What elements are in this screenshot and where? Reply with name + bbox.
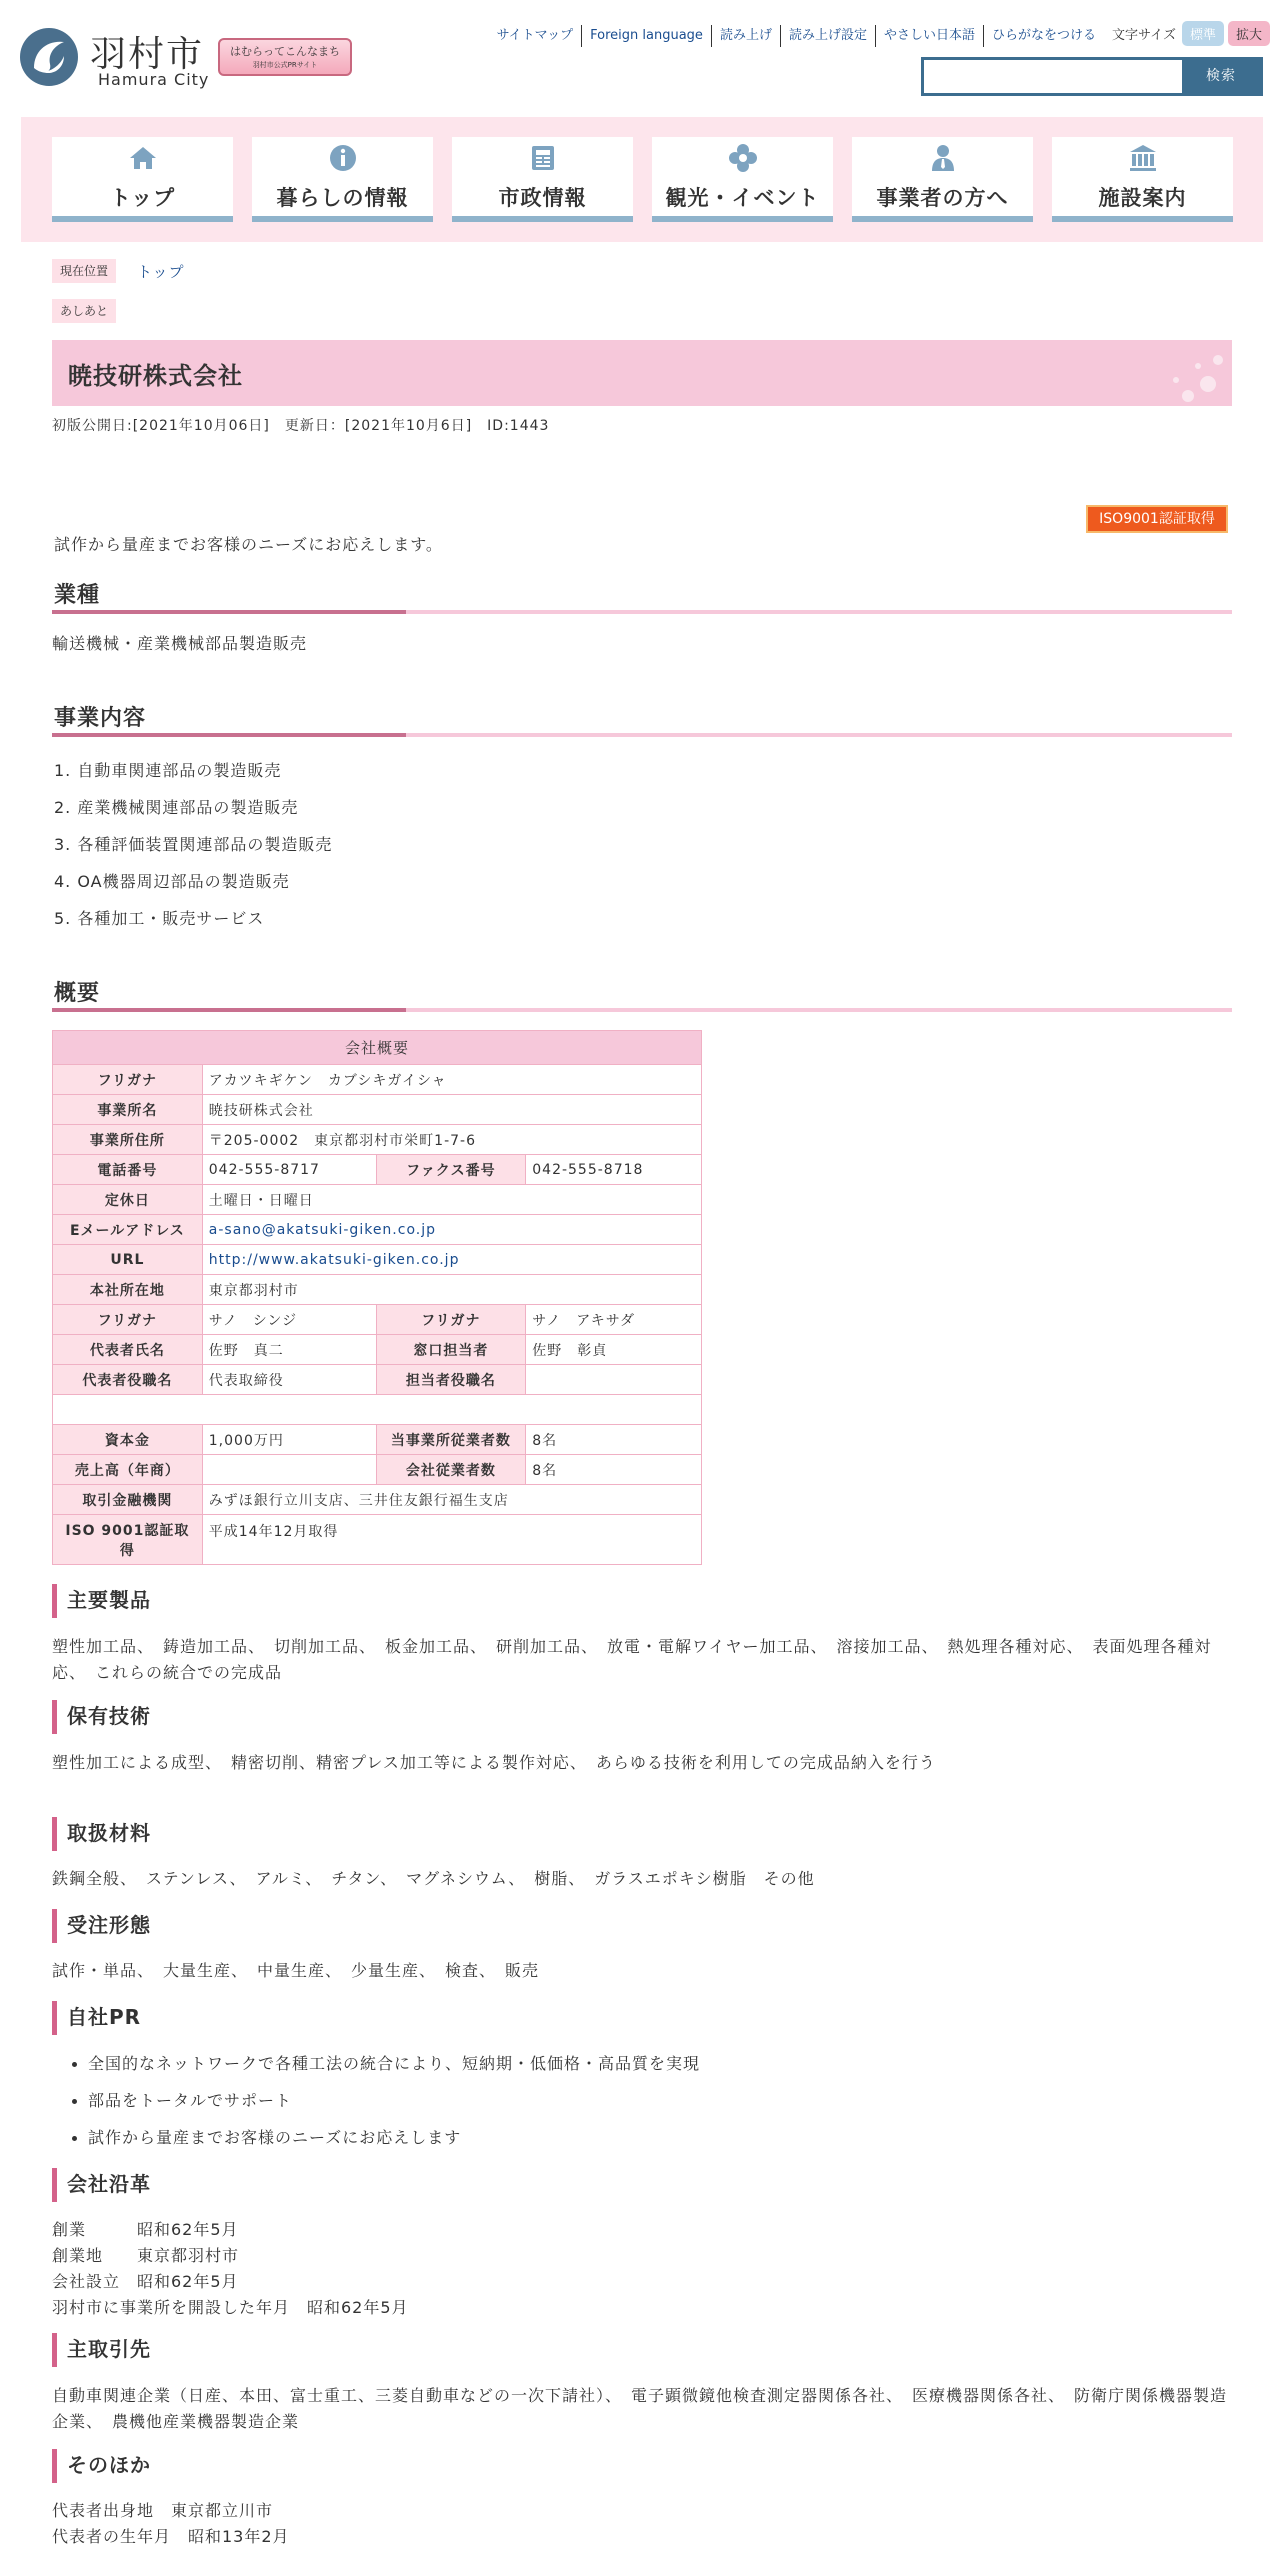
- heading-underline: [52, 1008, 1232, 1012]
- business-item: 各種評価装置関連部品の製造販売: [77, 835, 333, 854]
- sakura-decoration-icon: [1158, 340, 1228, 406]
- other-line: 代表者出身地 東京都立川市: [52, 2501, 274, 2520]
- font-size-large-button[interactable]: 拡大: [1228, 21, 1270, 46]
- pr-site-banner[interactable]: [218, 38, 352, 76]
- table-label: 本社所在地: [53, 1275, 203, 1305]
- table-row: [53, 1425, 702, 1455]
- table-value: 東京都羽村市: [202, 1275, 701, 1305]
- nav-business[interactable]: [852, 137, 1033, 222]
- nav-tourism-label: 観光・イベント: [665, 186, 820, 210]
- table-label: URL: [53, 1245, 203, 1275]
- products-text: 塑性加工品、 鋳造加工品、 切削加工品、 板金加工品、 研削加工品、 放電・電解ワイヤー加工品、 溶接加工品、 熱処理各種対応、 表面処理各種対応、 これらの統合での完成品: [52, 1637, 1212, 1682]
- table-label: 取引金融機関: [53, 1485, 203, 1515]
- table-row: [53, 1095, 702, 1125]
- list-item: 5. 各種加工・販売サービス: [54, 909, 265, 928]
- list-item: 1. 自動車関連部品の製造販売: [54, 761, 282, 780]
- nav-administration-label: 市政情報: [498, 186, 587, 210]
- sitemap-link[interactable]: サイトマップ: [489, 25, 583, 47]
- business-section-heading: [52, 701, 1232, 731]
- email-link[interactable]: a-sano@akatsuki-giken.co.jp: [208, 1221, 436, 1238]
- ashiato-label: あしあと: [52, 299, 116, 323]
- table-row: [53, 1215, 702, 1245]
- business-heading: 事業内容: [54, 706, 147, 731]
- list-item: 試作から量産までお客様のニーズにお応えします: [52, 2125, 700, 2162]
- business-item: 産業機械関連部品の製造販売: [77, 798, 299, 817]
- page-title-band: [52, 340, 1232, 406]
- table-value: みずほ銀行立川支店、三井住友銀行福生支店: [202, 1485, 701, 1515]
- nav-tourism[interactable]: [652, 137, 833, 222]
- history-line: 創業 昭和62年5月: [52, 2220, 239, 2239]
- table-row: [53, 1365, 702, 1395]
- search-button[interactable]: 検索: [1182, 60, 1260, 93]
- list-item: 4. OA機器周辺部品の製造販売: [54, 872, 290, 891]
- other-line: 代表者の生年月 昭和13年2月: [52, 2527, 290, 2546]
- history-line: 創業地 東京都羽村市: [52, 2246, 240, 2265]
- table-row: [53, 1245, 702, 1275]
- table-row: [53, 1125, 702, 1155]
- table-label: 事業所住所: [53, 1125, 203, 1155]
- global-nav: [21, 117, 1263, 242]
- table-label: 電話番号: [53, 1155, 203, 1185]
- history-heading: 会社沿革: [52, 2168, 151, 2202]
- history-line: 羽村市に事業所を開設した年月 昭和62年5月: [52, 2298, 409, 2317]
- table-row: [53, 1485, 702, 1515]
- table-label: フリガナ: [53, 1305, 203, 1335]
- table-value: 代表取締役: [202, 1365, 376, 1395]
- font-size-standard-button[interactable]: 標準: [1182, 21, 1224, 46]
- page-title: 暁技研株式会社: [68, 362, 243, 390]
- table-row: [53, 1305, 702, 1335]
- tech-text: 塑性加工による成型、 精密切削、精密プレス加工等による製作対応、 あらゆる技術を利用しての完成品納入を行う: [52, 1753, 936, 1772]
- table-label: 担当者役職名: [376, 1365, 526, 1395]
- table-label: 窓口担当者: [376, 1335, 526, 1365]
- table-row: [53, 1185, 702, 1215]
- logo-text-jp: 羽村市: [90, 34, 205, 75]
- overview-heading: 概要: [54, 981, 101, 1006]
- home-icon: [128, 143, 158, 173]
- search-box: [921, 57, 1263, 96]
- table-label: 代表者氏名: [53, 1335, 203, 1365]
- products-heading: 主要製品: [52, 1584, 151, 1618]
- other-heading: そのほか: [52, 2449, 151, 2483]
- business-item: 自動車関連部品の製造販売: [77, 761, 282, 780]
- history-line: 会社設立 昭和62年5月: [52, 2272, 239, 2291]
- table-value: 佐野 彰貞: [526, 1335, 702, 1365]
- nav-business-label: 事業者の方へ: [876, 186, 1009, 210]
- table-value: 平成14年12月取得: [202, 1515, 701, 1565]
- iso-badge: ISO9001認証取得: [1086, 505, 1228, 533]
- table-value: 暁技研株式会社: [202, 1095, 701, 1125]
- table-value: [202, 1245, 701, 1275]
- table-value: 8名: [526, 1455, 702, 1485]
- nav-living-label: 暮らしの情報: [276, 186, 409, 210]
- table-label: 会社従業者数: [376, 1455, 526, 1485]
- table-value: サノ シンジ: [202, 1305, 376, 1335]
- site-logo[interactable]: [20, 26, 220, 92]
- website-link[interactable]: http://www.akatsuki-giken.co.jp: [208, 1251, 460, 1268]
- table-value: アカツキギケン カブシキガイシャ: [202, 1065, 701, 1095]
- pr-heading: 自社PR: [52, 2001, 141, 2035]
- materials-heading: 取扱材料: [52, 1817, 151, 1851]
- heading-underline: [52, 610, 1232, 614]
- table-label: 売上高（年商）: [53, 1455, 203, 1485]
- materials-text: 鉄鋼全般、 ステンレス、 アルミ、 チタン、 マグネシウム、 樹脂、 ガラスエポキシ樹脂 その他: [52, 1869, 815, 1888]
- furigana-link[interactable]: ひらがなをつける: [991, 28, 1096, 43]
- foreign-language-link[interactable]: Foreign language: [582, 25, 712, 47]
- breadcrumb-current-label: 現在位置: [52, 259, 116, 283]
- table-row: [53, 1335, 702, 1365]
- business-list: [54, 758, 332, 943]
- table-row: [53, 1275, 702, 1305]
- table-value: 042-555-8717: [202, 1155, 376, 1185]
- table-label: ファクス番号: [376, 1155, 526, 1185]
- clients-text: 自動車関連企業（日産、本田、富士重工、三菱自動車などの一次下請社）、 電子顕微鏡他検査測定器関係各社、 医療機器関係各社、 防衛庁関係機器製造企業、 農機他産業機器製造企業: [52, 2386, 1228, 2431]
- breadcrumb-top-link[interactable]: トップ: [137, 263, 185, 281]
- industry-section-heading: [52, 578, 1232, 608]
- businessperson-icon: [928, 143, 958, 173]
- table-value: 1,000万円: [202, 1425, 376, 1455]
- table-value: 〒205-0002 東京都羽村市栄町1-7-6: [202, 1125, 701, 1155]
- read-aloud-link[interactable]: 読み上げ: [712, 25, 781, 47]
- newspaper-icon: [528, 143, 558, 173]
- list-item: 部品をトータルでサポート: [52, 2088, 700, 2125]
- table-value: 042-555-8718: [526, 1155, 702, 1185]
- table-value: サノ アキサダ: [526, 1305, 702, 1335]
- table-label: フリガナ: [376, 1305, 526, 1335]
- table-value: [202, 1215, 701, 1245]
- table-label: フリガナ: [53, 1065, 203, 1095]
- list-item: 全国的なネットワークで各種工法の統合により、短納期・低価格・高品質を実現: [52, 2051, 700, 2088]
- table-value: [202, 1455, 376, 1485]
- nav-facilities[interactable]: [1052, 137, 1233, 222]
- intro-text: 試作から量産までお客様のニーズにお応えします。: [54, 535, 443, 554]
- utility-bar: [430, 21, 1270, 47]
- orders-heading: 受注形態: [52, 1909, 151, 1943]
- tech-heading: 保有技術: [52, 1700, 151, 1734]
- clients-heading: 主取引先: [52, 2333, 151, 2367]
- nav-top[interactable]: [52, 137, 233, 222]
- hamura-logo-icon: [20, 28, 78, 86]
- table-label: ISO 9001認証取得: [53, 1515, 203, 1565]
- company-overview-table: [52, 1030, 702, 1565]
- nav-top-label: トップ: [109, 186, 176, 210]
- site-header: [0, 0, 1284, 115]
- business-item: OA機器周辺部品の製造販売: [77, 872, 290, 891]
- table-value: 佐野 真二: [202, 1335, 376, 1365]
- table-label: Eメールアドレス: [53, 1215, 203, 1245]
- industry-heading: 業種: [54, 583, 101, 608]
- table-caption: 会社概要: [53, 1031, 702, 1065]
- nav-facilities-label: 施設案内: [1098, 186, 1187, 210]
- business-item: 各種加工・販売サービス: [77, 909, 265, 928]
- pr-banner-line2: 羽村市公式PRサイト: [252, 61, 318, 69]
- table-label: 資本金: [53, 1425, 203, 1455]
- pr-list: [52, 2051, 700, 2162]
- table-label: 定休日: [53, 1185, 203, 1215]
- logo-text-en: Hamura City: [98, 70, 210, 89]
- search-input[interactable]: [924, 60, 1186, 93]
- table-value: 8名: [526, 1425, 702, 1455]
- table-value: [526, 1365, 702, 1395]
- table-row: [53, 1065, 702, 1095]
- info-icon: [328, 143, 358, 173]
- orders-text: 試作・単品、 大量生産、 中量生産、 少量生産、 検査、 販売: [52, 1961, 540, 1980]
- overview-section-heading: [52, 976, 1232, 1006]
- table-row: [53, 1455, 702, 1485]
- table-label: 当事業所従業者数: [376, 1425, 526, 1455]
- publish-dates: 初版公開日:[2021年10月06日] 更新日：[2021年10月6日] ID:1443: [52, 418, 550, 434]
- font-size-label: 文字サイズ: [1112, 28, 1176, 43]
- easy-japanese-link[interactable]: やさしい日本語: [876, 25, 984, 47]
- read-aloud-settings-link[interactable]: 読み上げ設定: [781, 25, 876, 47]
- nav-living[interactable]: [252, 137, 433, 222]
- heading-underline: [52, 733, 1232, 737]
- industry-text: 輸送機械・産業機械部品製造販売: [52, 634, 308, 653]
- table-row: [53, 1155, 702, 1185]
- pr-banner-line1: はむらってこんなまち: [230, 45, 340, 58]
- table-value: 土曜日・日曜日: [202, 1185, 701, 1215]
- building-icon: [1128, 143, 1158, 173]
- table-row: [53, 1395, 702, 1425]
- table-label: 事業所名: [53, 1095, 203, 1125]
- table-row: [53, 1515, 702, 1565]
- nav-administration[interactable]: [452, 137, 633, 222]
- list-item: 2. 産業機械関連部品の製造販売: [54, 798, 299, 817]
- flower-icon: [728, 143, 758, 173]
- table-label: 代表者役職名: [53, 1365, 203, 1395]
- list-item: 3. 各種評価装置関連部品の製造販売: [54, 835, 333, 854]
